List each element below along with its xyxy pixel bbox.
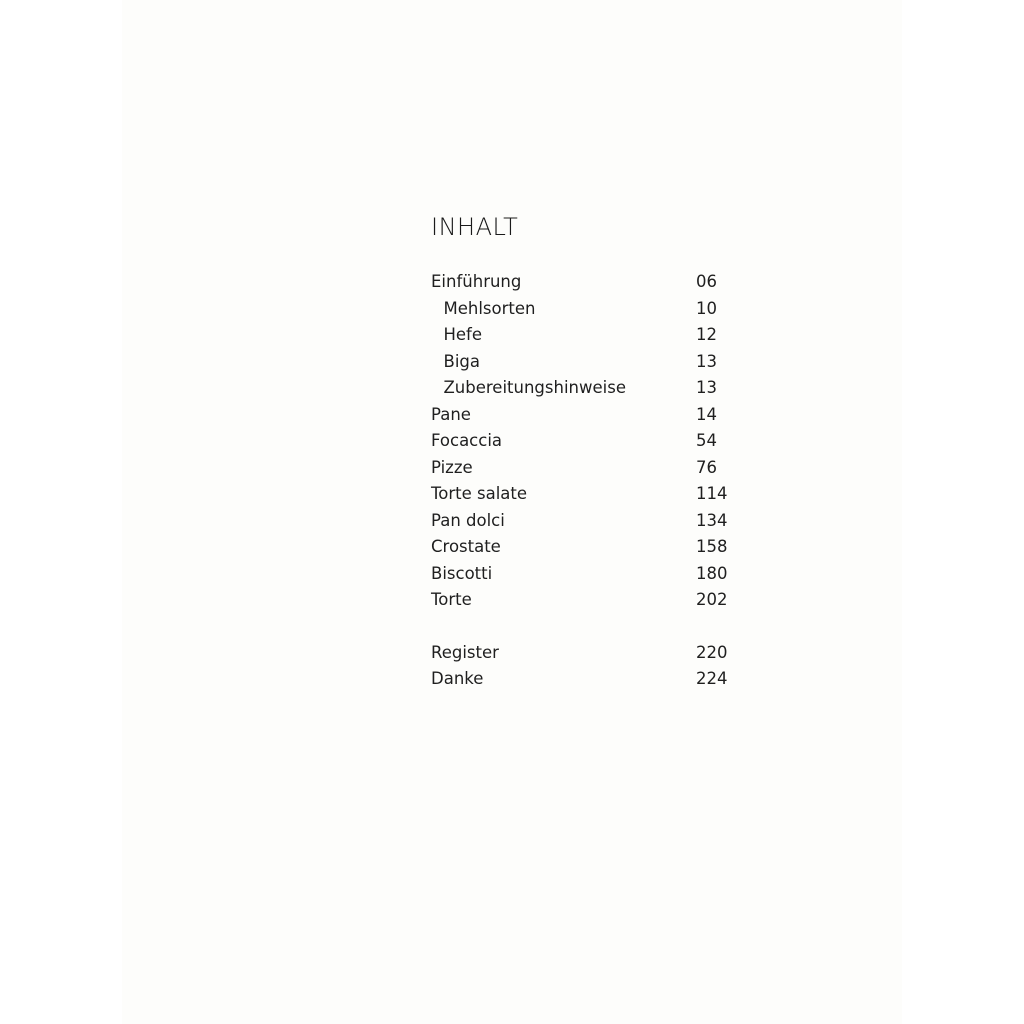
toc-entry-page: 134 bbox=[696, 510, 728, 530]
toc-entry-page: 158 bbox=[696, 537, 728, 556]
toc-entry bbox=[431, 587, 751, 614]
toc-subentry bbox=[431, 322, 751, 349]
toc-entry-label: Danke bbox=[431, 669, 484, 688]
toc-entry bbox=[431, 269, 751, 296]
toc-entry bbox=[431, 666, 751, 693]
toc-entry-page: 13 bbox=[696, 351, 717, 371]
toc-entry-label: Biscotti bbox=[431, 563, 493, 583]
toc-entry-label: Crostate bbox=[431, 537, 501, 556]
toc-entry-page: 13 bbox=[696, 378, 717, 397]
toc-entry bbox=[431, 428, 751, 455]
toc-entry-page: 220 bbox=[696, 642, 728, 662]
toc-title: INHALT bbox=[431, 213, 519, 241]
toc-entry bbox=[431, 481, 751, 508]
toc-entry-label: Pizze bbox=[431, 457, 473, 477]
toc-entry-page: 76 bbox=[696, 457, 717, 477]
toc-entry-page: 54 bbox=[696, 431, 717, 450]
toc-subentry bbox=[431, 296, 751, 323]
toc-entry-label: Zubereitungshinweise bbox=[443, 378, 626, 397]
toc-entry bbox=[431, 640, 751, 667]
toc-entry-page: 12 bbox=[696, 325, 717, 344]
toc-entry-label: Pan dolci bbox=[431, 510, 505, 530]
toc-entry-page: 224 bbox=[696, 669, 728, 688]
toc-entry-label: Biga bbox=[443, 351, 480, 371]
toc-entry bbox=[431, 561, 751, 588]
toc-entry-label: Torte salate bbox=[431, 484, 528, 503]
toc-entry bbox=[431, 534, 751, 561]
toc-subentry bbox=[431, 349, 751, 376]
toc-entry-label: Einführung bbox=[431, 272, 522, 291]
toc-entry-label: Register bbox=[431, 642, 499, 662]
toc-entry bbox=[431, 508, 751, 535]
toc-entry-label: Hefe bbox=[443, 325, 483, 344]
toc-list bbox=[431, 269, 751, 693]
toc-subentry bbox=[431, 375, 751, 402]
toc-entry-page: 114 bbox=[696, 484, 728, 503]
toc-entry-label: Pane bbox=[431, 404, 471, 424]
toc-entry-page: 180 bbox=[696, 563, 728, 583]
table-of-contents bbox=[431, 211, 751, 688]
toc-entry bbox=[431, 402, 751, 429]
toc-entry-label: Torte bbox=[431, 590, 472, 609]
toc-entry-page: 10 bbox=[696, 298, 717, 318]
toc-entry-page: 202 bbox=[696, 590, 728, 609]
toc-entry-page: 14 bbox=[696, 404, 717, 424]
toc-entry-page: 06 bbox=[696, 272, 717, 291]
toc-entry bbox=[431, 455, 751, 482]
toc-entry-label: Focaccia bbox=[431, 431, 503, 450]
toc-entry-label: Mehlsorten bbox=[443, 298, 536, 318]
